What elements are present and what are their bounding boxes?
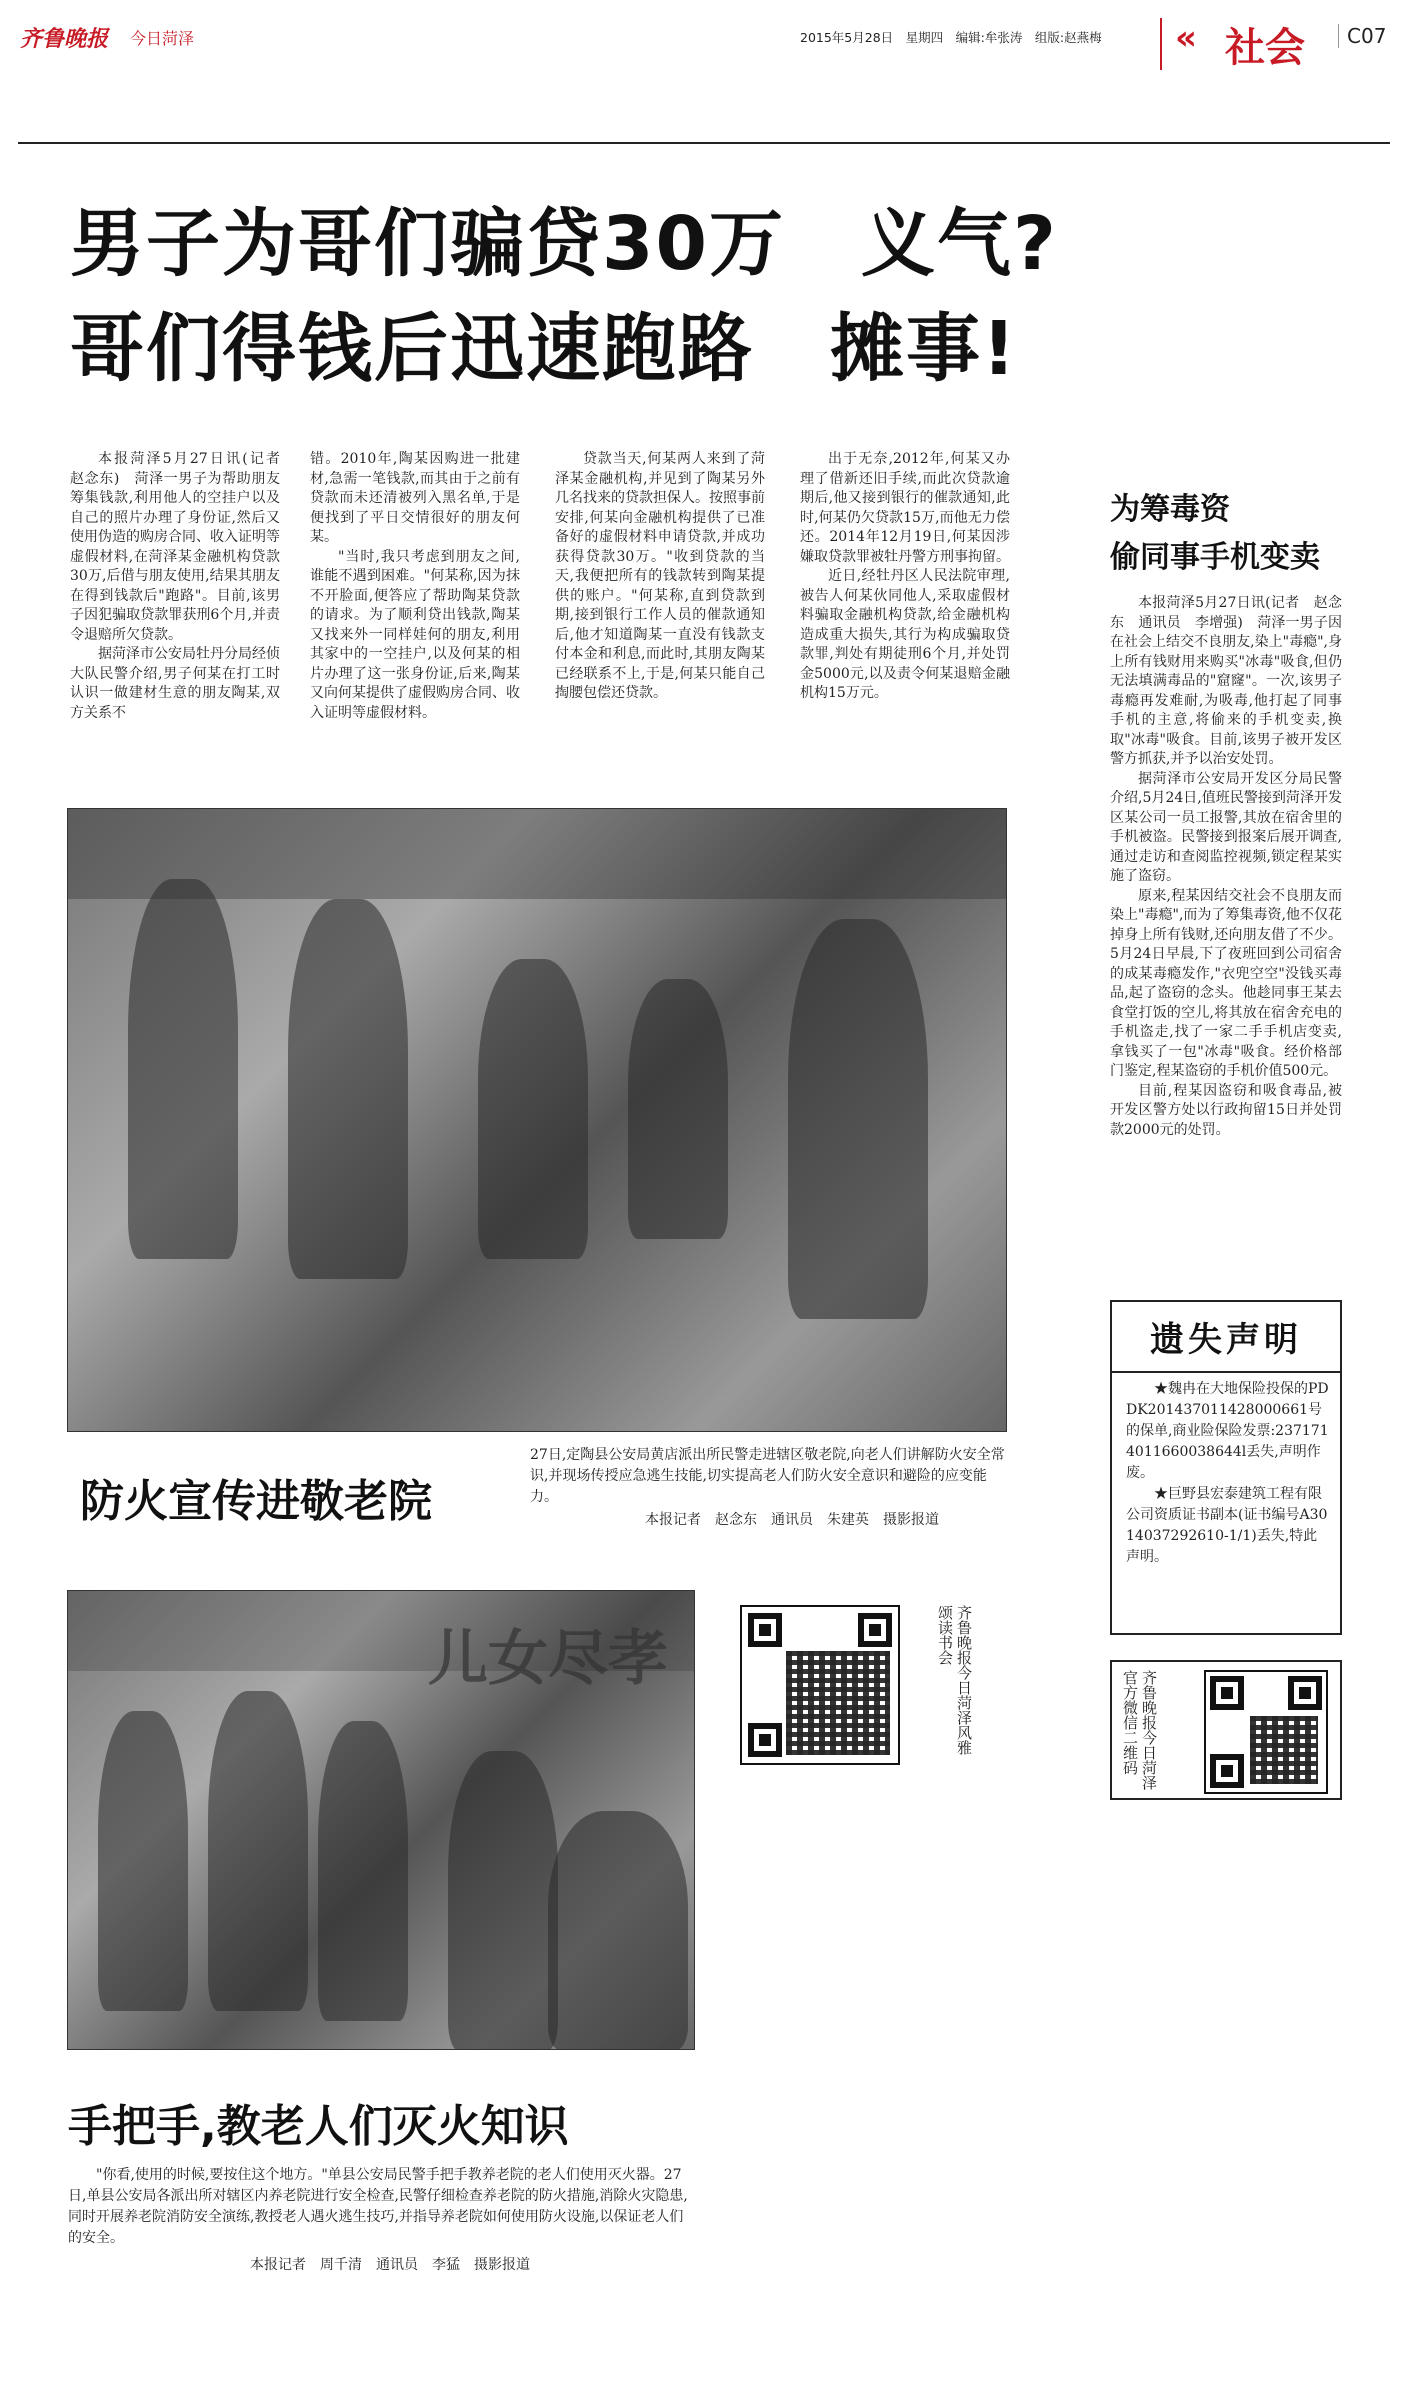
fire-safety-photo (67, 808, 1007, 1432)
paragraph: 目前,程某因盗窃和吸食毒品,被开发区警方处以行政拘留15日并处罚款2000元的处罚。 (1110, 1082, 1342, 1138)
notice-item: ★魏冉在大地保险投保的PDDK201437011428000661号的保单,商业险保险发票:2371714011660038644l丢失,声明作废。 (1126, 1381, 1329, 1481)
paragraph: 据菏泽市公安局牡丹分局经侦大队民警介绍,男子何某在打工时认识一做建材生意的朋友陶某,双方关系不 (70, 646, 280, 721)
photo1-caption: 27日,定陶县公安局黄店派出所民警走进辖区敬老院,向老人们讲解防火安全常识,并现场传授应急逃生技能,切实提高老人们防火安全意识和避险的应变能力。 (530, 1447, 1005, 1505)
side-article-title-2: 偷同事手机变卖 (1110, 540, 1320, 575)
notice-title: 遗失声明 (1150, 1320, 1302, 1360)
paragraph: 错。2010年,陶某因购进一批建材,急需一笔钱款,而其由于之前有贷款而未还清被列入黑名单,于是便找到了平日交情很好的朋友何某。 (310, 451, 520, 545)
qr-code-icon[interactable] (740, 1605, 900, 1765)
qr2-text: 齐鲁晚报今日菏泽官方微信二维码 (1121, 1670, 1158, 1790)
photo2-caption: "你看,使用的时候,要按住这个地方。"单县公安局民警手把手教养老院的老人们使用灭火器。27日,单县公安局各派出所对辖区内养老院进行安全检查,民警仔细检查养老院的防火措施,消除火灾隐患,同时开展养老院消防安全演练,教授老人遇火逃生技巧,并指导养老院如何使用防火设施,以保证老人们的安全。 (68, 2167, 688, 2246)
paragraph: 本报菏泽5月27日讯(记者 赵念东 通讯员 李增强) 菏泽一男子因在社会上结交不良朋友,染上"毒瘾",身上所有钱财用来购买"冰毒"吸食,但仍无法填满毒品的"窟窿"。一次,该男子毒瘾再发难耐,为吸毒,他打起了同事手机的主意,将偷来的手机变卖,换取"冰毒"吸食。目前,该男子被开发区警方抓获,并予以治安处罚。 (1110, 595, 1342, 767)
issue-date: 2015年5月28日 星期四 编辑:牟张涛 组版:赵燕梅 (800, 30, 1102, 45)
qr1-text: 齐鲁晚报今日菏泽风雅颂读书会 (936, 1605, 973, 1755)
photo2-credit: 本报记者 周千清 通讯员 李猛 摄影报道 (250, 2257, 530, 2273)
lost-notice-box (1110, 1300, 1342, 1635)
section-name: 社会 (1225, 25, 1305, 71)
photo2-title: 手把手,教老人们灭火知识 (68, 2101, 569, 2152)
paragraph: 近日,经牡丹区人民法院审理,被告人何某伙同他人,采取虚假材料骗取金融机构贷款,给金融机构造成重大损失,其行为构成骗取贷款罪,判处有期徒刑6个月,并处罚金5000元,以及责令何某退赔金融机构15万元。 (800, 568, 1010, 701)
paragraph: 原来,程某因结交社会不良朋友而染上"毒瘾",而为了筹集毒资,他不仅花掉身上所有钱财,还向朋友借了不少。5月24日早晨,下了夜班回到公司宿舍的成某毒瘾发作,"衣兜空空"没钱买毒品,起了盗窃的念头。他趁同事王某去食堂打饭的空儿,将其放在宿舍充电的手机盗走,找了一家二手手机店变卖,拿钱买了一包"冰毒"吸食。经价格部门鉴定,程某盗窃的手机价值500元。 (1110, 887, 1342, 1079)
fire-extinguisher-photo (67, 1590, 695, 2050)
article-column-3 (555, 450, 765, 704)
paragraph: 出于无奈,2012年,何某又办理了借新还旧手续,而此次贷款逾期后,他又接到银行的催款通知,此时,何某仍欠贷款15万,而他无力偿还。2014年12月19日,何某因涉嫌取贷款罪被牡丹警方刑事拘留。 (800, 451, 1010, 565)
edition-name: 今日菏泽 (130, 29, 195, 48)
paragraph: 贷款当天,何某两人来到了菏泽某金融机构,并见到了陶某另外几名找来的贷款担保人。按照事前安排,何某向金融机构提供了已准备好的虚假材料申请贷款,并成功获得贷款30万。"收到贷款的当天,我便把所有的钱款转到陶某提供的账户。"何某称,直到贷款到期,接到银行工作人员的催款通知后,他才知道陶某一直没有钱款支付本金和利息,而此时,其朋友陶某已经联系不上,于是,何某只能自己掏腰包偿还贷款。 (555, 451, 765, 701)
paragraph: "当时,我只考虑到朋友之间,谁能不遇到困难。"何某称,因为抹不开脸面,便答应了帮助陶某贷款的请求。为了顺利贷出钱款,陶某又找来外一同样娃何的朋友,利用其家中的一空挂户,以及何某的相片办理了这一张身份证,后来,陶某又向何某提供了虚假购房合同、收入证明等虚假材料。 (310, 548, 520, 721)
article-column-4 (800, 450, 1010, 704)
chevron-left-icon: « (1175, 18, 1197, 58)
paragraph: 本报菏泽5月27日讯(记者 赵念东) 菏泽一男子为帮助朋友筹集钱款,利用他人的空挂户以及自己的照片办理了身份证,然后又使用伪造的购房合同、收入证明等虚假材料,在菏泽某金融机构贷款30万,后借与朋友使用,结果其朋友在得到钱款后"跑路"。目前,该男子因犯骗取贷款罪获刑6个月,并责令退赔所欠贷款。 (70, 451, 294, 643)
notice-item: ★巨野县宏泰建筑工程有限公司资质证书副本(证书编号A3014037292610-1/1)丢失,特此声明。 (1126, 1486, 1328, 1565)
article-column-2 (310, 450, 520, 723)
paragraph: 据菏泽市公安局开发区分局民警介绍,5月24日,值班民警接到菏泽开发区某公司一员工报警,其放在宿舍里的手机被盗。民警接到报案后展开调查,通过走访和查阅监控视频,锁定程某实施了盗窃。 (1110, 770, 1342, 884)
wechat-qr-box (1110, 1660, 1342, 1800)
side-article-title-1: 为筹毒资 (1110, 492, 1230, 527)
header-divider (18, 142, 1390, 144)
photo1-title: 防火宣传进敬老院 (80, 1476, 432, 1527)
headline-line-1: 男子为哥们骗贷30万 义气? (70, 201, 1058, 287)
qr-code-icon[interactable] (1204, 1670, 1328, 1794)
masthead-logo: 齐鲁晚报 (20, 26, 109, 52)
article-column-1 (70, 450, 294, 723)
headline-line-2: 哥们得钱后迅速跑路 摊事! (70, 306, 1018, 392)
wall-characters: 儿女尽孝 (428, 1624, 668, 1694)
page-number: C07 (1338, 24, 1386, 48)
side-article-body (1110, 594, 1342, 1140)
photo1-credit: 本报记者 赵念东 通讯员 朱建英 摄影报道 (645, 1512, 939, 1528)
